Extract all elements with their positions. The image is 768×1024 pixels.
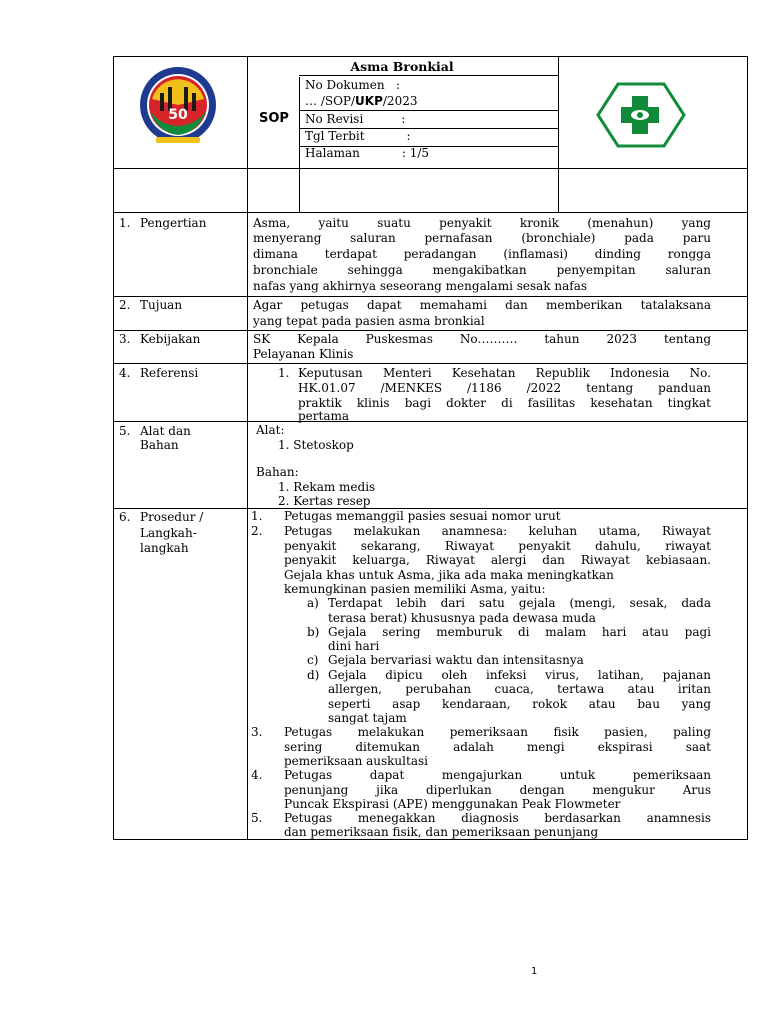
referensi-item-number: 1. bbox=[278, 366, 290, 380]
emblem-number: 50 bbox=[168, 107, 188, 123]
symptom-text: dini hari bbox=[328, 639, 380, 653]
pengertian-line: Asma, yaitu suatu penyakit kronik (menahun) yang bbox=[253, 216, 711, 230]
issue-date: Tgl Terbit : bbox=[305, 129, 411, 143]
bahan-item: 2. Kertas resep bbox=[278, 494, 371, 508]
step-text: Petugas dapat mengajurkan untuk pemeriksaan bbox=[284, 768, 711, 782]
referensi-line: pertama bbox=[298, 409, 350, 423]
step-text: Petugas memanggil pasies sesuai nomor urut bbox=[284, 509, 561, 523]
row-label-alat-bahan: 5. Alat dan bbox=[119, 424, 191, 438]
symptom-letter: b) bbox=[307, 625, 320, 639]
step-text: penyakit keluarga, Riwayat alergi dan Riwayat kebiasaan. bbox=[284, 553, 711, 567]
kebijakan-line: Pelayanan Klinis bbox=[253, 347, 354, 361]
bahan-item: 1. Rekam medis bbox=[278, 480, 376, 494]
puskesmas-health-logo bbox=[596, 82, 686, 148]
tujuan-line: yang tepat pada pasien asma bronkial bbox=[253, 314, 485, 328]
kebijakan-line: SK Kepala Puskesmas No………. tahun 2023 tentang bbox=[253, 332, 711, 346]
alat-item: 1. Stetoskop bbox=[278, 438, 354, 452]
step-text: penyakit sekarang, Riwayat penyakit dahulu, riwayat bbox=[284, 539, 711, 553]
symptom-text: Gejala dipicu oleh infeksi virus, latihan, pajanan bbox=[328, 668, 711, 682]
row-label-prosedur-cont: langkah bbox=[140, 541, 189, 555]
doc-number-value: … /SOP/UKP/2023 bbox=[305, 94, 418, 108]
row-label-prosedur: 6. Prosedur / bbox=[119, 510, 204, 524]
referensi-line: praktik klinis bagi dokter di fasilitas kesehatan tingkat bbox=[298, 396, 711, 410]
step-number: 1. bbox=[251, 509, 263, 523]
step-text: kemungkinan pasien memiliki Asma, yaitu: bbox=[284, 582, 546, 596]
bahan-heading: Bahan: bbox=[256, 465, 299, 479]
step-text: pemeriksaan auskultasi bbox=[284, 754, 428, 768]
row-label-referensi: 4. Referensi bbox=[119, 366, 199, 380]
pengertian-line: nafas yang akhirnya seseorang mengalami sesak nafas bbox=[253, 279, 588, 293]
revision-number: No Revisi : bbox=[305, 112, 406, 126]
page-count: Halaman : 1/5 bbox=[305, 146, 430, 160]
step-number: 2. bbox=[251, 524, 263, 538]
row-label-tujuan: 2. Tujuan bbox=[119, 298, 183, 312]
referensi-line: HK.01.07 /MENKES /1186 /2022 tentang panduan bbox=[298, 381, 711, 395]
symptom-text: seperti asap kendaraan, rokok atau bau yang bbox=[328, 697, 711, 711]
step-number: 5. bbox=[251, 811, 263, 825]
symptom-text: sangat tajam bbox=[328, 711, 407, 725]
row-label-pengertian: 1. Pengertian bbox=[119, 216, 207, 230]
row-label-kebijakan: 3. Kebijakan bbox=[119, 332, 201, 346]
step-number: 3. bbox=[251, 725, 263, 739]
doc-number-label: No Dokumen : bbox=[305, 78, 401, 92]
symptom-text: Terdapat lebih dari satu gejala (mengi, sesak, dada bbox=[328, 596, 711, 610]
symptom-text: allergen, perubahan cuaca, tertawa atau iritan bbox=[328, 682, 711, 696]
symptom-letter: a) bbox=[307, 596, 319, 610]
step-text: Puncak Ekspirasi (APE) menggunakan Peak Flowmeter bbox=[284, 797, 621, 811]
tujuan-line: Agar petugas dapat memahami dan memberikan tatalaksana bbox=[253, 298, 711, 312]
page-number: 1 bbox=[531, 966, 538, 977]
step-text: dan pemeriksaan fisik, dan pemeriksaan penunjang bbox=[284, 825, 599, 839]
row-label-prosedur-cont: Langkah- bbox=[140, 526, 197, 540]
sop-label: SOP bbox=[259, 111, 289, 126]
step-text: Gejala khas untuk Asma, jika ada maka meningkatkan bbox=[284, 568, 614, 582]
step-text: sering ditemukan adalah mengi ekspirasi saat bbox=[284, 740, 711, 754]
step-number: 4. bbox=[251, 768, 263, 782]
symptom-text: Gejala bervariasi waktu dan intensitasnya bbox=[328, 653, 584, 667]
step-text: Petugas melakukan anamnesa: keluhan utama, Riwayat bbox=[284, 524, 711, 538]
referensi-line: Keputusan Menteri Kesehatan Republik Indonesia No. bbox=[298, 366, 711, 380]
symptom-text: terasa berat) khususnya pada dewasa muda bbox=[328, 611, 596, 625]
symptom-text: Gejala sering memburuk di malam hari atau pagi bbox=[328, 625, 711, 639]
step-text: Petugas melakukan pemeriksaan fisik pasien, paling bbox=[284, 725, 711, 739]
document-title: Asma Bronkial bbox=[350, 59, 454, 74]
symptom-letter: c) bbox=[307, 653, 319, 667]
symptom-letter: d) bbox=[307, 668, 320, 682]
pengertian-line: menyerang saluran pernafasan (bronchiale) pada paru bbox=[253, 231, 711, 245]
step-text: Petugas menegakkan diagnosis berdasarkan anamnesis bbox=[284, 811, 711, 825]
municipality-emblem-logo bbox=[138, 63, 218, 147]
step-text: penunjang jika diperlukan dengan mengukur Arus bbox=[284, 783, 711, 797]
pengertian-line: bronchiale sehingga mengakibatkan penyempitan saluran bbox=[253, 263, 711, 277]
row-label-alat-bahan-cont: Bahan bbox=[140, 438, 179, 452]
pengertian-line: dimana terdapat peradangan (inflamasi) dinding rongga bbox=[253, 247, 711, 261]
alat-heading: Alat: bbox=[256, 423, 285, 437]
